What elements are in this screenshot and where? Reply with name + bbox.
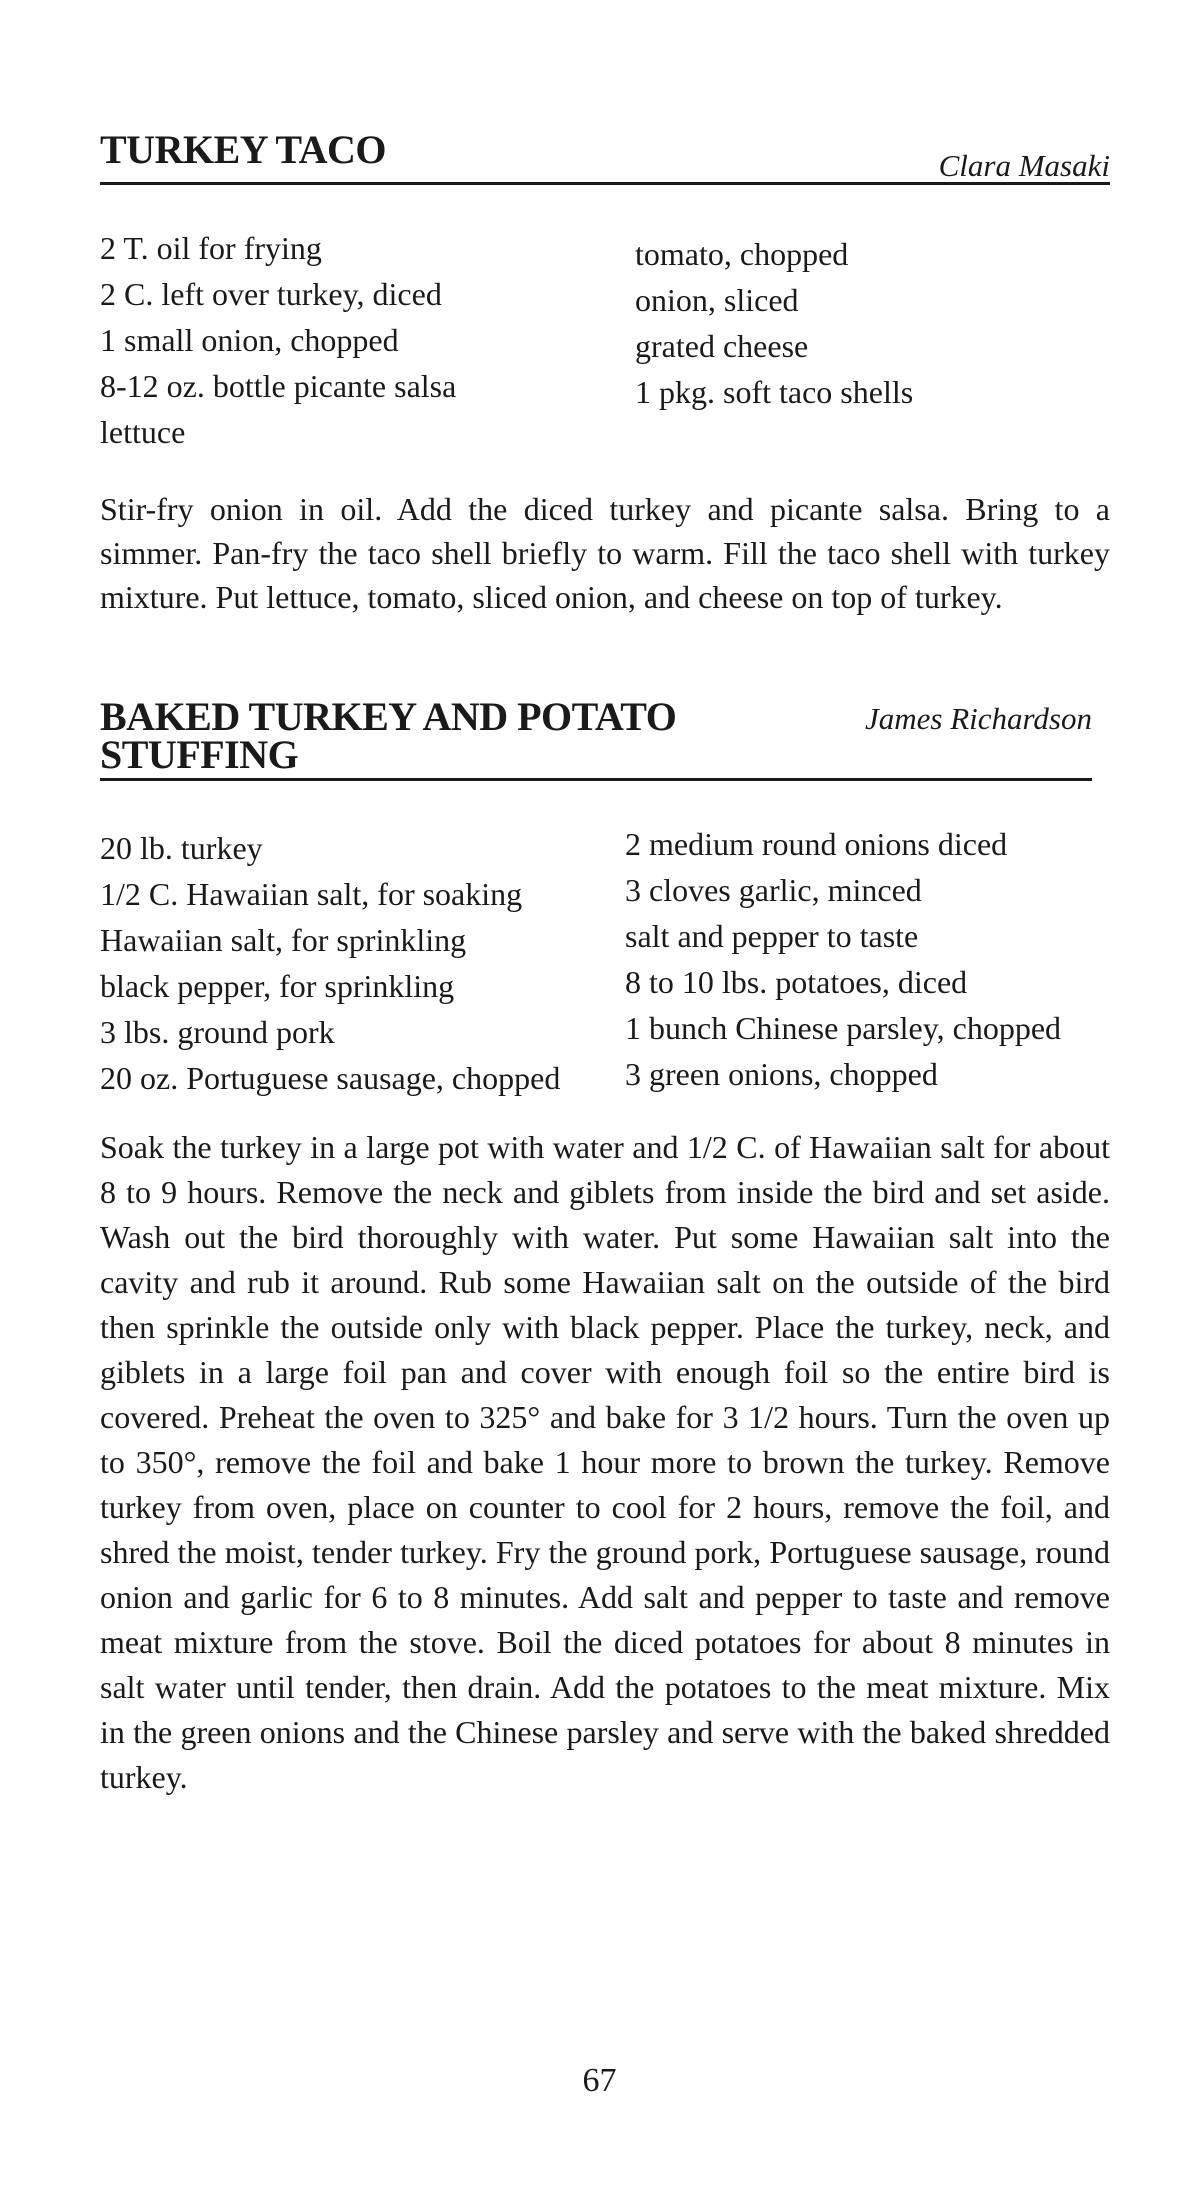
ingredient-item: 3 lbs. ground pork <box>100 1014 335 1050</box>
ingredient-item: grated cheese <box>635 328 809 364</box>
ingredient-item: lettuce <box>100 414 186 450</box>
ingredient-item: black pepper, for sprinkling <box>100 968 455 1004</box>
recipe-directions: Soak the turkey in a large pot with water and 1/2 C. of Hawaiian salt for about 8 to 9 hours. Remove the neck and giblets from inside the bird and set aside. Wash out the bird thoroughly with water. Put some Hawaiian salt into the cavity and rub it around. Rub some Hawaiian salt on the outside of the bird then sprinkle the outside only with black pepper. Place the turkey, neck, and giblets in a large foil pan and cover with enough foil so the entire bird is covered. Preheat the oven to 325° and bake for 3 1/2 hours. Turn the oven up to 350°, remove the foil and bake 1 hour more to brown the turkey. Remove turkey from oven, place on counter to cool for 2 hours, remove the foil, and shred the moist, tender turkey. Fry the ground pork, Portuguese sausage, round onion and garlic for 6 to 8 minutes. Add salt and pepper to taste and remove meat mixture from the stove. Boil the diced potatoes for about 8 minutes in salt water until tender, then drain. Add the potatoes to the meat mixture. Mix in the green onions and the Chinese parsley and serve with the baked shredded turkey. <box>100 1129 1110 1795</box>
ingredient-item: onion, sliced <box>635 282 799 318</box>
ingredient-item: 8 to 10 lbs. potatoes, diced <box>625 964 968 1000</box>
recipe-title-line-1: BAKED TURKEY AND POTATO <box>100 694 677 739</box>
ingredient-item: 20 lb. turkey <box>100 830 263 866</box>
ingredient-item: 2 medium round onions diced <box>625 826 1008 862</box>
recipe-turkey-taco <box>100 128 1110 619</box>
ingredient-item: 1 bunch Chinese parsley, chopped <box>625 1010 1062 1046</box>
ingredients-list <box>100 225 1110 455</box>
ingredients-right-column <box>635 231 913 455</box>
recipe-author: James Richardson <box>864 701 1092 736</box>
recipe-header <box>100 695 1110 777</box>
ingredients-left-column <box>100 225 635 455</box>
page-number: 67 <box>582 2062 617 2099</box>
ingredient-item: 3 cloves garlic, minced <box>625 872 922 908</box>
ingredient-item: 3 green onions, chopped <box>625 1056 938 1092</box>
recipe-baked-turkey-stuffing <box>100 695 1110 1800</box>
ingredient-item: 1 small onion, chopped <box>100 322 399 358</box>
ingredient-item: 2 C. left over turkey, diced <box>100 276 442 312</box>
recipe-header <box>100 127 1110 183</box>
ingredient-item: Hawaiian salt, for sprinkling <box>100 922 467 958</box>
ingredient-item: tomato, chopped <box>635 236 849 272</box>
ingredient-item: 1/2 C. Hawaiian salt, for soaking <box>100 876 523 912</box>
ingredient-item: 8-12 oz. bottle picante salsa <box>100 368 457 404</box>
recipe-author: Clara Masaki <box>938 148 1110 183</box>
ingredients-left-column <box>100 825 625 1101</box>
ingredient-item: 20 oz. Portuguese sausage, chopped <box>100 1060 561 1096</box>
title-underline <box>100 778 1092 781</box>
ingredients-right-column <box>625 821 1061 1101</box>
ingredient-item: 1 pkg. soft taco shells <box>635 374 914 410</box>
recipe-title-line-2: STUFFING <box>100 732 299 777</box>
ingredients-list <box>100 825 1110 1101</box>
ingredient-item: 2 T. oil for frying <box>100 230 322 266</box>
recipe-directions: Stir-fry onion in oil. Add the diced turkey and picante salsa. Bring to a simmer. Pan-fry the taco shell briefly to warm. Fill the taco shell with turkey mixture. Put lettuce, tomato, sliced onion, and cheese on top of turkey. <box>100 491 1110 615</box>
recipe-title: TURKEY TACO <box>100 127 387 172</box>
ingredient-item: salt and pepper to taste <box>625 918 919 954</box>
